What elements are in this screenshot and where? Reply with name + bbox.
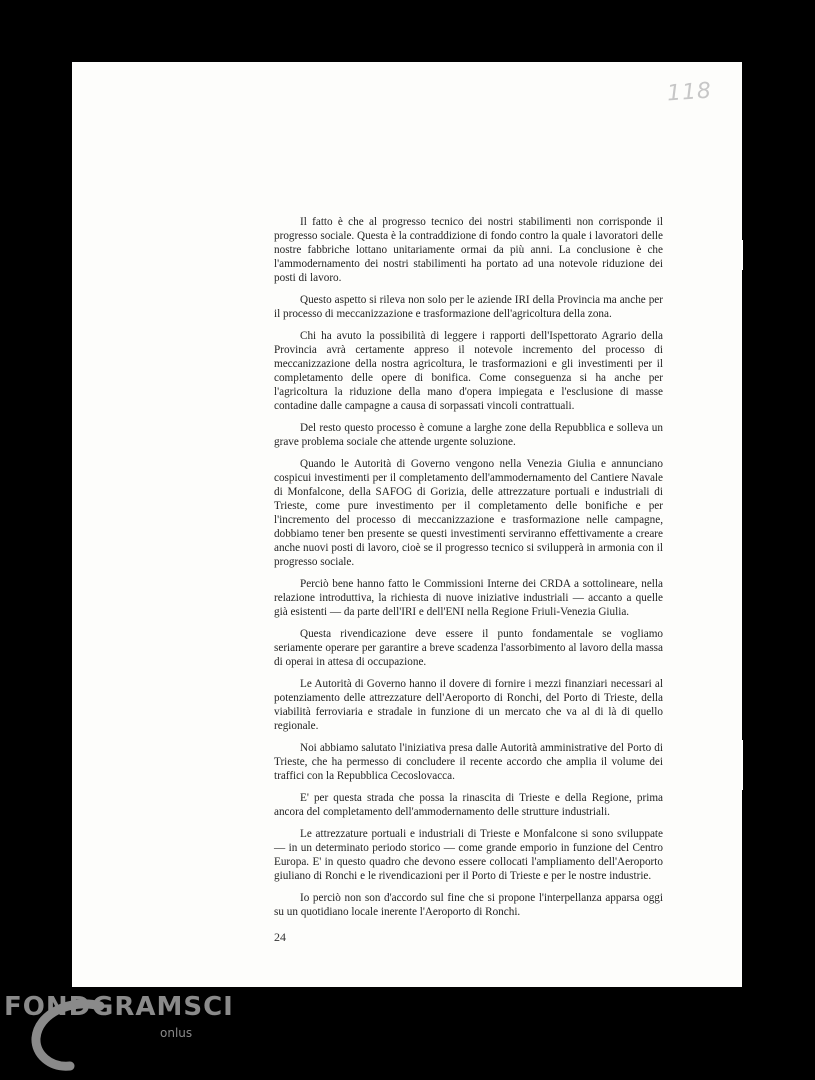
paragraph: Questo aspetto si rileva non solo per le aziende IRI della Provincia ma anche per il processo di meccanizzazione e trasformazione dell'agricoltura della zona. (274, 294, 663, 320)
watermark-fond: FOND (4, 992, 92, 1022)
document-page (72, 62, 742, 987)
page-number: 24 (274, 930, 286, 944)
paragraph: Chi ha avuto la possibilità di leggere i rapporti dell'Ispettorato Agrario della Provincia avrà certamente appreso il notevole incremento del processo di meccanizzazione della nostra agricoltura, le trasformazioni e gli investimenti per il completamento delle opere di bonifica. Come conseguenza si ha anche per l'agricoltura la riduzione della mano d'opera impiegata e l'esclusione di masse contadine dalle campagne a causa di sorpassati vincoli contrattuali. (274, 330, 663, 412)
paragraph: E' per questa strada che possa la rinascita di Trieste e della Regione, prima ancora del completamento dell'ammodernamento delle strutture industriali. (274, 792, 663, 818)
paragraph: Le Autorità di Governo hanno il dovere di fornire i mezzi finanziari necessari al potenziamento delle attrezzature dell'Aeroporto di Ronchi, del Porto di Trieste, della viabilità ferroviaria e stradale in funzione di un mercato che va al di là di quello regionale. (274, 678, 663, 732)
paragraph: Questa rivendicazione deve essere il punto fondamentale se vogliamo seriamente operare per garantire a breve scadenza l'assorbimento al lavoro della massa di operai in attesa di occupazione. (274, 628, 663, 668)
paragraph: Del resto questo processo è comune a larghe zone della Repubblica e solleva un grave problema sociale che attende urgente soluzione. (274, 422, 663, 448)
watermark-gramsci: GRAMSCI (92, 992, 234, 1022)
paragraph: Io perciò non son d'accordo sul fine che si propone l'interpellanza apparsa oggi su un quotidiano locale inerente l'Aeroporto di Ronchi. (274, 892, 663, 918)
edge-mark (741, 740, 743, 790)
fondazione-gramsci-watermark (0, 990, 260, 1080)
paragraph: Il fatto è che al progresso tecnico dei nostri stabilimenti non corrisponde il progresso sociale. Questa è la contraddizione di fondo contro la quale i lavoratori delle nostre fabbriche lottano unitariamente ormai da più anni. La conclusione è che l'ammodernamento dei nostri stabilimenti ha portato ad una notevole riduzione dei posti di lavoro. (274, 216, 663, 284)
edge-mark (741, 240, 743, 270)
body-text (274, 215, 663, 927)
paragraph: Quando le Autorità di Governo vengono nella Venezia Giulia e annunciano cospicui investimenti per il completamento dell'ammodernamento del Cantiere Navale di Monfalcone, della SAFOG di Gorizia, delle attrezzature portuali e industriali di Trieste, come pure investimento per il completamento delle bonifiche e per l'incremento del processo di meccanizzazione e trasformazione nelle campagne, dobbiamo tener ben presente se questi investimenti serviranno effettivamente a creare anche nuovi posti di lavoro, cioè se il progresso tecnico si svilupperà in armonia con il progresso sociale. (274, 458, 663, 568)
paragraph: Perciò bene hanno fatto le Commissioni Interne dei CRDA a sottolineare, nella relazione introduttiva, la richiesta di nuove iniziative industriali — accanto a quelle già esistenti — da parte dell'IRI e dell'ENI nella Regione Friuli-Venezia Giulia. (274, 578, 663, 618)
archive-number: 118 (666, 78, 713, 107)
paragraph: Le attrezzature portuali e industriali di Trieste e Monfalcone si sono sviluppate — in un determinato periodo storico — come grande emporio in funzione del Centro Europa. E' in questo quadro che devono essere collocati l'ampliamento dell'Aeroporto giuliano di Ronchi e le rivendicazioni per il Porto di Trieste e per le nostre industrie. (274, 828, 663, 882)
watermark-onlus: onlus (160, 1026, 193, 1040)
paragraph: Noi abbiamo salutato l'iniziativa presa dalle Autorità amministrative del Porto di Trieste, che ha permesso di concludere il recente accordo che amplia il volume dei traffici con la Repubblica Cecoslovacca. (274, 742, 663, 782)
